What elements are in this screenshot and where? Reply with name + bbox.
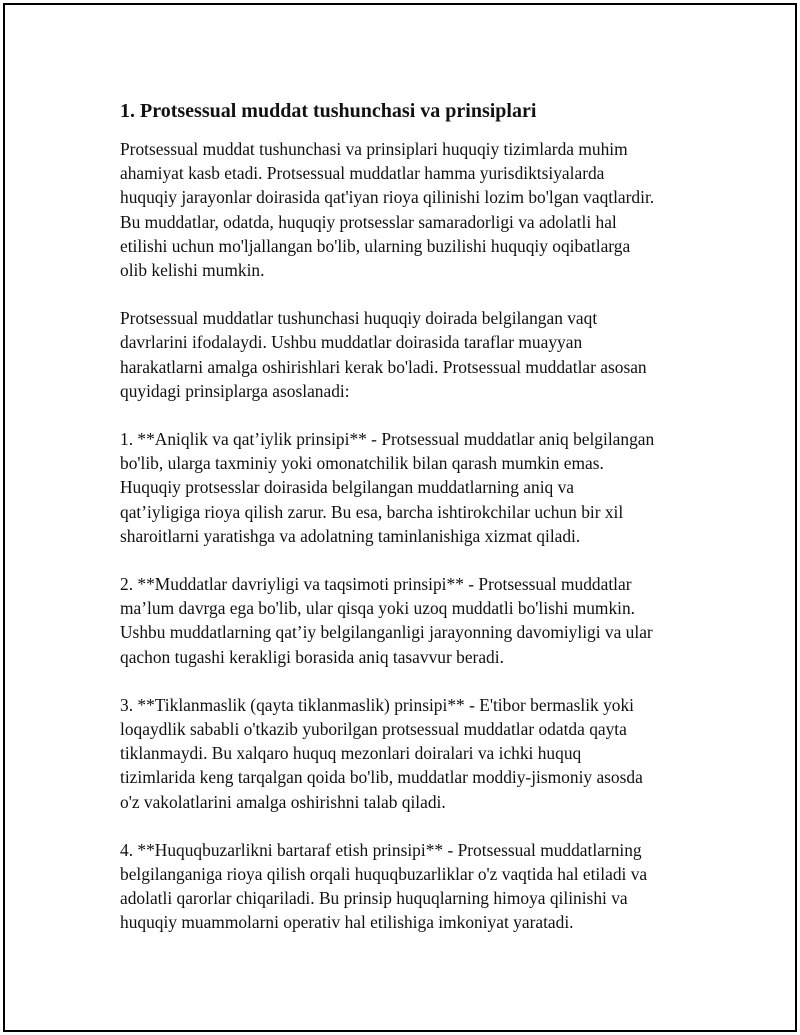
text-line: tiklanmaydi. Bu xalqaro huquq mezonlari doiralari va ichki huquq [120, 743, 582, 764]
text-line: o'z vakolatlarini amalga oshirishni talab qiladi. [120, 791, 446, 812]
text-line: loqaydlik sababli o'tkazib yuborilgan protsessual muddatlar odatda qayta [120, 719, 627, 740]
text-line: belgilanganiga rioya qilish orqali huquqbuzarliklar o'z vaqtida hal etiladi va [120, 864, 648, 885]
text-line: qat’iyligiga rioya qilish zarur. Bu esa, barcha ishtirokchilar uchun bir xil [120, 501, 624, 522]
text-line: Protsessual muddatlar tushunchasi huquqiy doirada belgilangan vaqt [120, 308, 598, 329]
text-line: davrlarini ifodalaydi. Ushbu muddatlar doirasida taraflar muayyan [120, 332, 583, 353]
text-line: Bu muddatlar, odatda, huquqiy protsesslar samaradorligi va adolatli hal [120, 211, 617, 232]
text-line: etilishi uchun mo'ljallangan bo'lib, ularning buzilishi huquqiy oqibatlarga [120, 235, 631, 256]
text-line: huquqiy muammolarni operativ hal etilishiga imkoniyat yaratadi. [120, 912, 574, 933]
text-line: 3. **Tiklanmaslik (qayta tiklanmaslik) prinsipi** - E'tibor bermaslik yoki [120, 694, 635, 715]
text-line: 1. **Aniqlik va qat’iylik prinsipi** - Protsessual muddatlar aniq belgilangan [120, 429, 655, 450]
paragraph-intro [120, 137, 700, 282]
section-title: 1. Protsessual muddat tushunchasi va prinsiplari [120, 100, 537, 122]
text-line: Huquqiy protsesslar doirasida belgilangan muddatlarning aniq va [120, 477, 574, 498]
document-body [120, 98, 700, 959]
text-line: quyidagi prinsiplarga asoslanadi: [120, 380, 350, 401]
text-line: 4. **Huquqbuzarlikni bartaraf etish prinsipi** - Protsessual muddatlarning [120, 839, 642, 860]
text-line: Ushbu muddatlarning qat’iy belgilanganligi jarayonning davomiyligi va ular [120, 622, 653, 643]
text-line: bo'lib, ularga taxminiy yoki omonatchilik bilan qarash mumkin emas. [120, 453, 604, 474]
text-line: ma’lum davrga ega bo'lib, ular qisqa yoki uzoq muddatli bo'lishi mumkin. [120, 598, 636, 619]
paragraph-principle-1 [120, 427, 700, 548]
paragraph-principle-4 [120, 838, 700, 935]
text-line: sharoitlarni yaratishga va adolatning taminlanishiga xizmat qiladi. [120, 525, 581, 546]
paragraph-principle-2 [120, 572, 700, 669]
text-line: tizimlarida keng tarqalgan qoida bo'lib, muddatlar moddiy-jismoniy asosda [120, 767, 643, 788]
page-frame [3, 3, 797, 1032]
text-line: huquqiy jarayonlar doirasida qat'iyan rioya qilinishi lozim bo'lgan vaqtlardir. [120, 187, 655, 208]
paragraph-definition [120, 306, 700, 403]
text-line: Protsessual muddat tushunchasi va prinsiplari huquqiy tizimlarda muhim [120, 139, 628, 159]
text-line: adolatli qarorlar chiqariladi. Bu prinsip huquqlarning himoya qilinishi va [120, 888, 628, 909]
text-line: 2. **Muddatlar davriyligi va taqsimoti prinsipi** - Protsessual muddatlar [120, 574, 632, 595]
text-line: qachon tugashi kerakligi borasida aniq tasavvur beradi. [120, 646, 504, 667]
text-line: ahamiyat kasb etadi. Protsessual muddatlar hamma yurisdiktsiyalarda [120, 163, 605, 184]
text-line: olib kelishi mumkin. [120, 260, 265, 281]
text-line: harakatlarni amalga oshirishlari kerak bo'ladi. Protsessual muddatlar asosan [120, 356, 647, 377]
paragraph-principle-3 [120, 693, 700, 814]
